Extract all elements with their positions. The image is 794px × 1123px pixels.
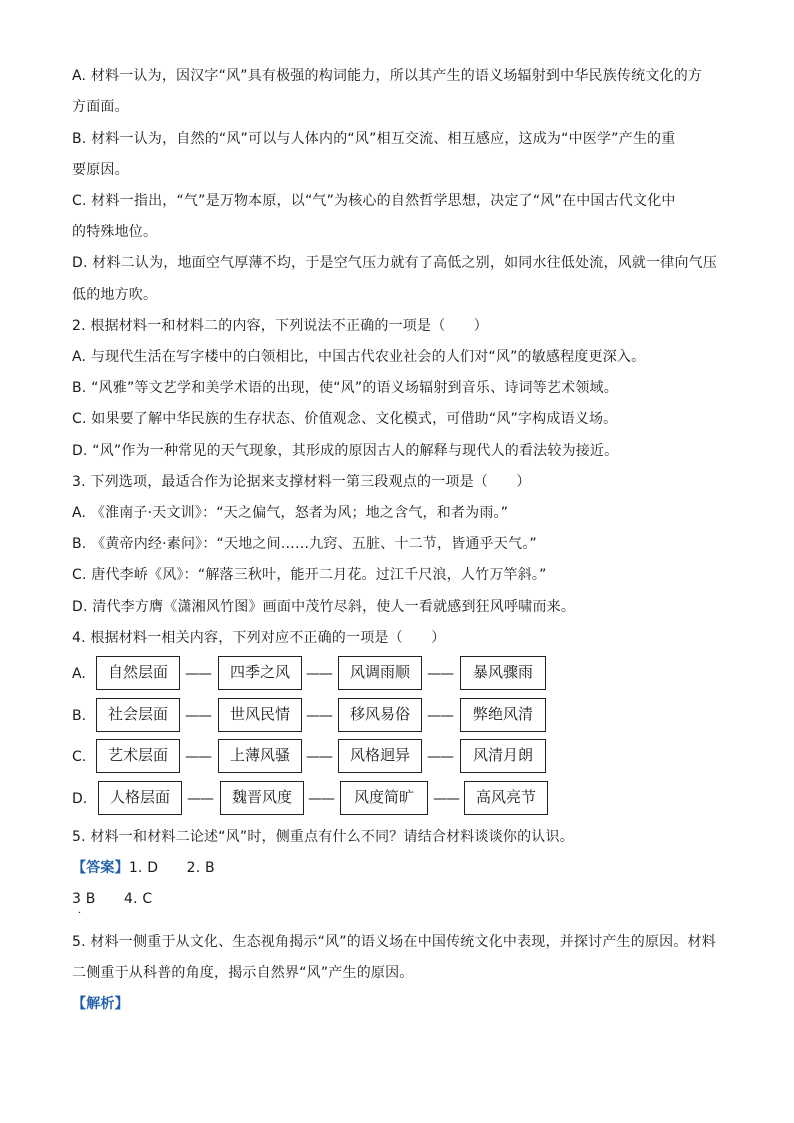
q1-option-d-line1: D. 材料二认为，地面空气厚薄不均，于是空气压力就有了高低之别，如同水往低处流，风就一律向气压 <box>72 255 718 271</box>
q1-option-b-line2: 要原因。 <box>72 162 129 178</box>
answer-line-2: 3 B 4. C <box>72 891 153 907</box>
q2-stem: 2. 根据材料一和材料二的内容，下列说法不正确的一项是（ ） <box>72 318 489 334</box>
q4-connector: —— <box>427 666 453 682</box>
q5-stem: 5. 材料一和材料二论述“风”时，侧重点有什么不同？请结合材料谈谈你的认识。 <box>72 829 574 845</box>
q4-connector: —— <box>185 749 211 765</box>
q4-row-label: B. <box>72 708 87 724</box>
q4-cell: 世风民情 <box>218 698 302 732</box>
q4-row-d <box>72 781 592 817</box>
q4-cell: 四季之风 <box>218 656 302 690</box>
answer-dot: ． <box>78 905 88 916</box>
q4-connector: —— <box>306 749 332 765</box>
q1-option-c-line2: 的特殊地位。 <box>72 224 158 240</box>
q1-option-a-line1: A. 材料一认为，因汉字“风”具有极强的构词能力，所以其产生的语义场辐射到中华民族传统文化的方 <box>72 68 703 84</box>
q4-cell: 艺术层面 <box>96 739 180 773</box>
q2-option-b: B. “风雅”等文艺学和美学术语的出现，使“风”的语义场辐射到音乐、诗词等艺术领域。 <box>72 380 618 396</box>
q4-cell: 风调雨顺 <box>338 656 422 690</box>
q4-cell: 社会层面 <box>96 698 180 732</box>
q4-connector: —— <box>187 791 213 807</box>
analysis-heading <box>72 994 732 1014</box>
q4-connector: —— <box>185 708 211 724</box>
q4-cell: 风清月朗 <box>460 739 546 773</box>
q4-row-b <box>72 698 592 734</box>
q3-option-b: B. 《黄帝内经·素问》：“天地之间……九窍、五脏、十二节，皆通乎天气。” <box>72 536 537 552</box>
q4-row-label: C. <box>72 749 87 765</box>
q4-row-a <box>72 656 592 692</box>
q4-cell: 自然层面 <box>96 656 180 690</box>
answer-key: 【答案】 <box>72 860 129 876</box>
q4-cell: 上薄风骚 <box>218 739 302 773</box>
answer-values-1: 1. D 2. B <box>128 860 215 876</box>
q4-cell: 人格层面 <box>98 781 182 815</box>
q4-cell: 风度简旷 <box>340 781 428 815</box>
q4-connector: —— <box>308 791 334 807</box>
answer-q5-line1: 5. 材料一侧重于从文化、生态视角揭示“风”的语义场在中国传统文化中表现，并探讨产生的原因。材料 <box>72 934 716 950</box>
q3-option-d: D. 清代李方膺《潇湘风竹图》画面中茂竹尽斜，使人一看就感到狂风呼啸而来。 <box>72 599 576 615</box>
q3-option-c: C. 唐代李峤《风》：“解落三秋叶，能开二月花。过江千尺浪，人竹万竿斜。” <box>72 567 547 583</box>
q4-connector: —— <box>427 749 453 765</box>
q2-option-d: D. “风”作为一种常见的天气现象，其形成的原因古人的解释与现代人的看法较为接近。 <box>72 443 619 459</box>
q1-option-a-line2: 方面面。 <box>72 99 129 115</box>
q4-cell: 弊绝风清 <box>460 698 546 732</box>
q4-cell: 移风易俗 <box>338 698 422 732</box>
q4-cell: 风格迥异 <box>338 739 422 773</box>
q4-row-c <box>72 739 592 775</box>
answer-line-1 <box>72 858 732 878</box>
analysis-key: 【解析】 <box>72 996 129 1012</box>
answer-q5-line2: 二侧重于从科普的角度，揭示自然界“风”产生的原因。 <box>72 965 414 981</box>
q4-connector: —— <box>433 791 459 807</box>
q4-cell: 魏晋风度 <box>220 781 304 815</box>
q4-cell: 暴风骤雨 <box>460 656 546 690</box>
q4-cell: 高风亮节 <box>464 781 548 815</box>
q4-row-label: A. <box>72 666 86 682</box>
q1-option-c-line1: C. 材料一指出，“气”是万物本原，以“气”为核心的自然哲学思想，决定了“风”在中国古代文化中 <box>72 193 676 209</box>
q1-option-d-line2: 低的地方吹。 <box>72 287 158 303</box>
q4-connector: —— <box>306 666 332 682</box>
q2-option-a: A. 与现代生活在写字楼中的白领相比，中国古代农业社会的人们对“风”的敏感程度更深入。 <box>72 349 646 365</box>
q1-option-b-line1: B. 材料一认为，自然的“风”可以与人体内的“风”相互交流、相互感应，这成为“中医学”产生的重 <box>72 131 676 147</box>
q4-connector: —— <box>306 708 332 724</box>
q4-connector: —— <box>427 708 453 724</box>
q4-stem: 4. 根据材料一相关内容，下列对应不正确的一项是（ ） <box>72 630 446 646</box>
q3-option-a: A. 《淮南子·天文训》：“天之偏气，怒者为风；地之含气，和者为雨。” <box>72 505 509 521</box>
q4-row-label: D. <box>72 791 88 807</box>
q4-connector: —— <box>185 666 211 682</box>
q3-stem: 3. 下列选项，最适合作为论据来支撑材料一第三段观点的一项是（ ） <box>72 474 531 490</box>
q2-option-c: C. 如果要了解中华民族的生存状态、价值观念、文化模式，可借助“风”字构成语义场。 <box>72 411 618 427</box>
